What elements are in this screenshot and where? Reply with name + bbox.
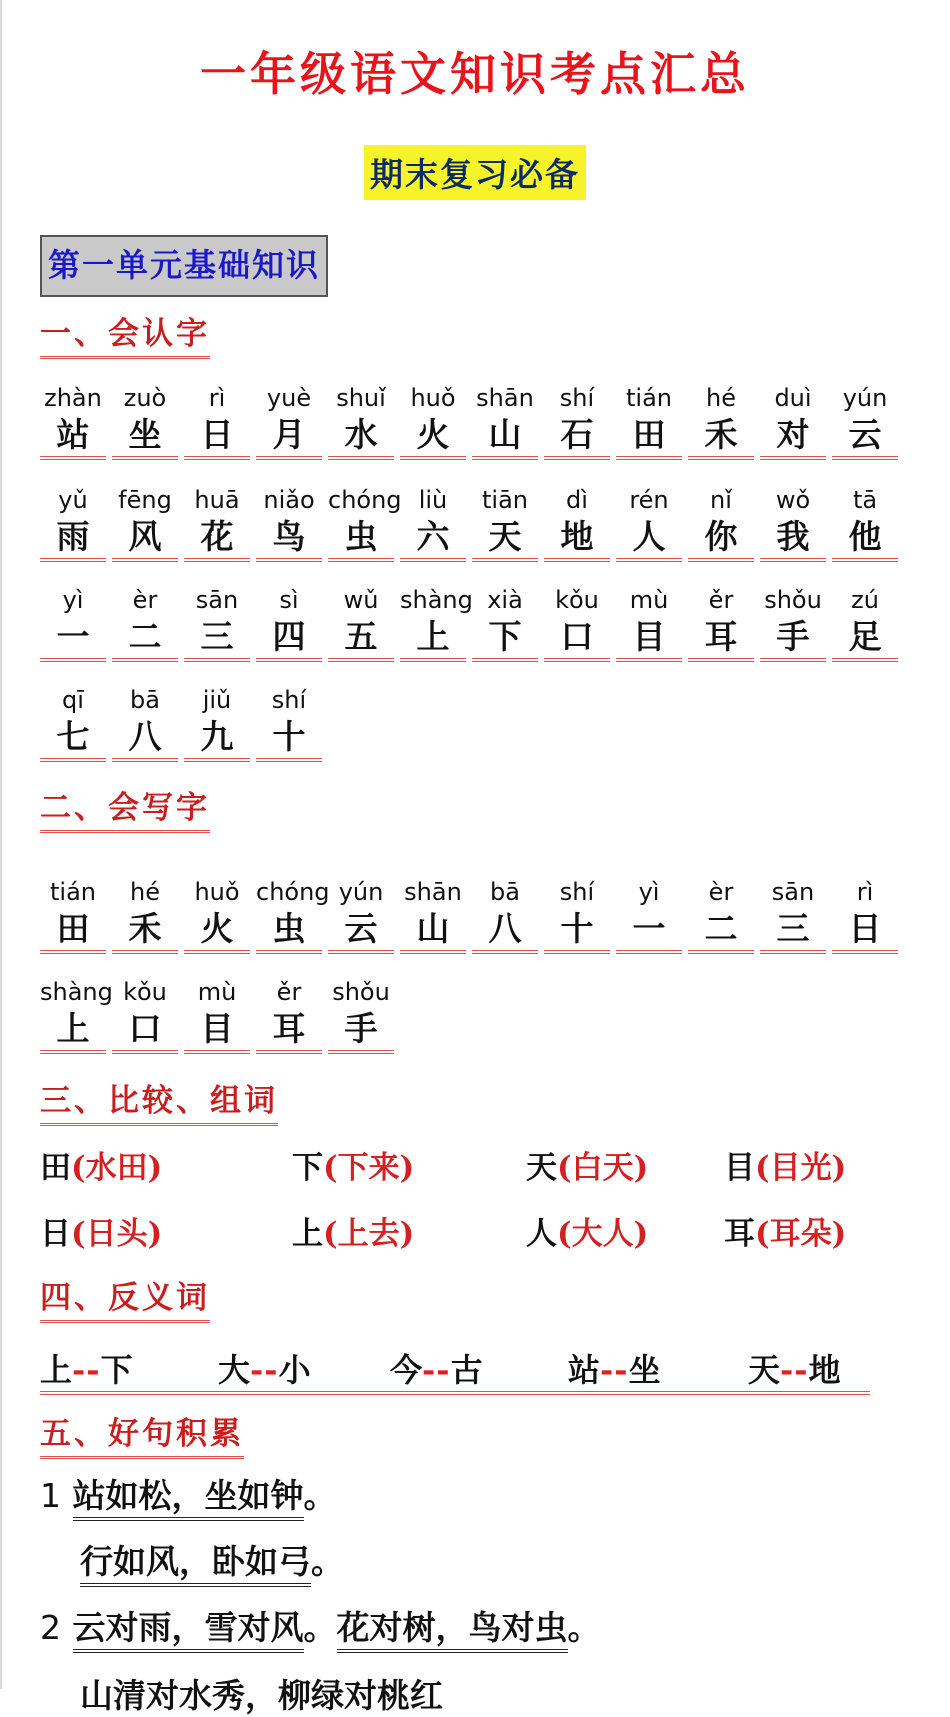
hanzi: 日 (184, 414, 250, 460)
pinyin: èr (132, 586, 158, 614)
hanzi: 你 (688, 516, 754, 562)
pinyin: sān (771, 878, 815, 906)
subtitle-wrap (0, 145, 950, 200)
char-cell (832, 382, 898, 460)
hanzi: 火 (184, 908, 250, 954)
char-cell (112, 382, 178, 460)
hanzi: 云 (328, 908, 394, 954)
hanzi: 地 (544, 516, 610, 562)
sentence-1a (40, 1470, 337, 1517)
pinyin: zú (851, 586, 879, 614)
char-cell (688, 876, 754, 954)
page-edge (0, 0, 2, 1689)
char-cell (544, 382, 610, 460)
char-cell (184, 382, 250, 460)
pinyin: huǒ (410, 384, 456, 412)
antonym-word: 小 (278, 1351, 311, 1389)
pinyin: zuò (123, 384, 167, 412)
hanzi: 一 (40, 616, 106, 662)
sentence-period: 。 (303, 1476, 337, 1515)
antonym-word: 大 (218, 1351, 251, 1389)
antonym-word: 天 (748, 1351, 781, 1389)
antonym-word: 古 (450, 1351, 483, 1389)
pinyin: hé (130, 878, 160, 906)
char-cell (472, 382, 538, 460)
sentence-number: 1 (40, 1476, 61, 1515)
pinyin: yún (338, 878, 384, 906)
sentence-text: 云对雨，雪对风 (73, 1608, 304, 1653)
section-heading-write: 二、会写字 (40, 782, 210, 833)
sentence-period: 。 (303, 1608, 337, 1647)
hanzi: 目 (616, 616, 682, 662)
char-row (40, 876, 920, 966)
section-heading-recognize: 一、会认字 (40, 308, 210, 359)
compare-item (724, 1208, 846, 1253)
pinyin: shuǐ (336, 384, 386, 412)
pinyin: tián (50, 878, 96, 906)
compare-word: (水田) (71, 1150, 163, 1186)
char-cell (256, 484, 322, 562)
section-heading-antonyms: 四、反义词 (40, 1272, 210, 1323)
hanzi: 七 (40, 716, 106, 762)
pinyin: shí (559, 878, 595, 906)
sentence-3-partial (80, 1670, 443, 1717)
char-cell (688, 584, 754, 662)
compare-char: 人 (526, 1216, 557, 1252)
pinyin: èr (708, 878, 734, 906)
section-heading-sentences: 五、好句积累 (40, 1408, 244, 1459)
pinyin: rì (208, 384, 226, 412)
compare-item (292, 1208, 414, 1253)
pinyin: shàng (40, 978, 113, 1006)
pinyin: hé (706, 384, 736, 412)
compare-word: (下来) (323, 1150, 415, 1186)
compare-char: 田 (40, 1150, 71, 1186)
pinyin: zhàn (44, 384, 102, 412)
char-cell (40, 684, 106, 762)
hanzi: 十 (256, 716, 322, 762)
char-cell (400, 382, 466, 460)
char-cell (328, 484, 402, 562)
pinyin: tián (626, 384, 672, 412)
char-cell (328, 976, 394, 1054)
char-cell (688, 484, 754, 562)
hanzi: 山 (472, 414, 538, 460)
char-row (40, 584, 920, 674)
hanzi: 二 (688, 908, 754, 954)
char-cell (40, 876, 106, 954)
hanzi: 天 (472, 516, 538, 562)
hanzi: 二 (112, 616, 178, 662)
pinyin: dì (566, 486, 588, 514)
pinyin: huā (194, 486, 240, 514)
char-cell (328, 382, 394, 460)
char-cell (184, 484, 250, 562)
hanzi: 我 (760, 516, 826, 562)
sentence-1b (80, 1536, 344, 1583)
compare-word: (上去) (323, 1216, 415, 1252)
section-heading-compare: 三、比较、组词 (40, 1075, 278, 1126)
hanzi: 日 (832, 908, 898, 954)
pinyin: nǐ (710, 486, 732, 514)
hanzi: 禾 (112, 908, 178, 954)
pinyin: sì (279, 586, 299, 614)
compare-word: (日头) (71, 1216, 163, 1252)
pinyin: huǒ (194, 878, 240, 906)
char-cell (544, 484, 610, 562)
hanzi: 九 (184, 716, 250, 762)
antonym-pair (218, 1345, 311, 1391)
char-cell (760, 484, 826, 562)
unit-title-box: 第一单元基础知识 (40, 235, 328, 297)
char-cell (40, 976, 113, 1054)
pinyin: shǒu (764, 586, 822, 614)
hanzi: 口 (112, 1008, 178, 1054)
compare-word: (白天) (557, 1150, 649, 1186)
compare-char: 下 (292, 1150, 323, 1186)
pinyin: qī (62, 686, 84, 714)
sentence-text: 山清对水秀，柳绿对桃红 (80, 1676, 443, 1715)
compare-char: 目 (724, 1150, 755, 1186)
char-cell (40, 584, 106, 662)
sentence-text: 站如松，坐如钟 (73, 1476, 304, 1521)
antonym-pair (390, 1345, 483, 1391)
hanzi: 足 (832, 616, 898, 662)
char-cell (760, 584, 826, 662)
char-cell (328, 876, 394, 954)
pinyin: yǔ (58, 486, 88, 514)
compare-item (40, 1208, 162, 1253)
compare-word: (耳朵) (755, 1216, 847, 1252)
pinyin: duì (774, 384, 812, 412)
hanzi: 三 (760, 908, 826, 954)
antonym-word: 地 (808, 1351, 841, 1389)
hanzi: 云 (832, 414, 898, 460)
hanzi: 水 (328, 414, 394, 460)
pinyin: shí (559, 384, 595, 412)
char-row (40, 976, 920, 1066)
char-cell (688, 382, 754, 460)
char-cell (472, 876, 538, 954)
hanzi: 月 (256, 414, 322, 460)
pinyin: ěr (276, 978, 302, 1006)
char-row (40, 484, 920, 574)
hanzi: 虫 (328, 516, 394, 562)
char-row (40, 382, 920, 472)
antonym-dash: -- (600, 1351, 629, 1389)
antonym-word: 下 (100, 1351, 133, 1389)
char-row (40, 684, 920, 774)
antonym-word: 上 (40, 1351, 73, 1389)
char-cell (40, 484, 106, 562)
pinyin: sān (195, 586, 239, 614)
char-cell (184, 876, 250, 954)
hanzi: 鸟 (256, 516, 322, 562)
antonym-row (40, 1345, 870, 1395)
compare-item (292, 1142, 414, 1187)
compare-item (40, 1142, 162, 1187)
compare-char: 日 (40, 1216, 71, 1252)
hanzi: 上 (40, 1008, 106, 1054)
hanzi: 人 (616, 516, 682, 562)
char-cell (616, 382, 682, 460)
char-cell (832, 484, 898, 562)
char-cell (256, 584, 322, 662)
compare-char: 天 (526, 1150, 557, 1186)
antonym-dash: -- (422, 1351, 451, 1389)
pinyin: tā (852, 486, 878, 514)
pinyin: fēng (118, 486, 172, 514)
char-cell (256, 976, 322, 1054)
pinyin: shàng (400, 586, 473, 614)
hanzi: 火 (400, 414, 466, 460)
antonym-pair (40, 1345, 133, 1391)
hanzi: 禾 (688, 414, 754, 460)
char-cell (400, 876, 466, 954)
char-cell (256, 876, 330, 954)
char-cell (832, 876, 898, 954)
pinyin: bā (490, 878, 520, 906)
hanzi: 十 (544, 908, 610, 954)
hanzi: 目 (184, 1008, 250, 1054)
sentence-period: 。 (567, 1608, 601, 1647)
pinyin: xià (487, 586, 523, 614)
pinyin: shí (271, 686, 307, 714)
hanzi: 耳 (688, 616, 754, 662)
char-cell (184, 684, 250, 762)
antonym-dash: -- (250, 1351, 279, 1389)
hanzi: 一 (616, 908, 682, 954)
pinyin: chóng (256, 878, 330, 906)
sentence-number: 2 (40, 1608, 61, 1647)
char-cell (256, 684, 322, 762)
char-cell (544, 584, 610, 662)
hanzi: 三 (184, 616, 250, 662)
hanzi: 耳 (256, 1008, 322, 1054)
char-cell (544, 876, 610, 954)
hanzi: 花 (184, 516, 250, 562)
hanzi: 他 (832, 516, 898, 562)
hanzi: 六 (400, 516, 466, 562)
char-cell (832, 584, 898, 662)
char-cell (112, 976, 178, 1054)
char-cell (112, 484, 178, 562)
char-cell (616, 876, 682, 954)
pinyin: tiān (482, 486, 528, 514)
char-cell (112, 876, 178, 954)
compare-char: 上 (292, 1216, 323, 1252)
char-cell (328, 584, 394, 662)
pinyin: wǔ (343, 586, 379, 614)
pinyin: shān (404, 878, 462, 906)
hanzi: 田 (40, 908, 106, 954)
pinyin: chóng (328, 486, 402, 514)
char-cell (400, 584, 473, 662)
pinyin: yì (62, 586, 84, 614)
sentence-period: 。 (311, 1542, 344, 1581)
char-cell (760, 382, 826, 460)
hanzi: 雨 (40, 516, 106, 562)
subtitle-highlight: 期末复习必备 (364, 145, 586, 200)
hanzi: 五 (328, 616, 394, 662)
pinyin: kǒu (555, 586, 599, 614)
hanzi: 八 (112, 716, 178, 762)
hanzi: 对 (760, 414, 826, 460)
pinyin: shān (476, 384, 534, 412)
char-cell (616, 484, 682, 562)
hanzi: 口 (544, 616, 610, 662)
char-cell (112, 684, 178, 762)
pinyin: kǒu (123, 978, 167, 1006)
char-cell (184, 976, 250, 1054)
page-title: 一年级语文知识考点汇总 (200, 47, 750, 101)
char-cell (760, 876, 826, 954)
hanzi: 四 (256, 616, 322, 662)
pinyin: yuè (266, 384, 312, 412)
char-cell (112, 584, 178, 662)
pinyin: liù (418, 486, 448, 514)
hanzi: 下 (472, 616, 538, 662)
char-cell (184, 584, 250, 662)
compare-item (724, 1142, 846, 1187)
antonym-word: 今 (390, 1351, 423, 1389)
compare-item (526, 1208, 648, 1253)
char-cell (472, 484, 538, 562)
char-cell (616, 584, 682, 662)
hanzi: 山 (400, 908, 466, 954)
sentence-text: 花对树，鸟对虫 (337, 1608, 568, 1653)
sentence-text: 行如风，卧如弓 (80, 1542, 311, 1587)
pinyin: bā (130, 686, 160, 714)
antonym-pair (568, 1345, 661, 1391)
compare-item (526, 1142, 648, 1187)
pinyin: yún (842, 384, 888, 412)
pinyin: shǒu (332, 978, 390, 1006)
hanzi: 手 (328, 1008, 394, 1054)
pinyin: rén (629, 486, 669, 514)
hanzi: 田 (616, 414, 682, 460)
pinyin: wǒ (775, 486, 811, 514)
char-cell (400, 484, 466, 562)
compare-word: (目光) (755, 1150, 847, 1186)
antonym-dash: -- (72, 1351, 101, 1389)
compare-word: (大人) (557, 1216, 649, 1252)
pinyin: ěr (708, 586, 734, 614)
sentence-2 (40, 1602, 601, 1649)
antonym-word: 站 (568, 1351, 601, 1389)
hanzi: 风 (112, 516, 178, 562)
pinyin: jiǔ (202, 686, 232, 714)
pinyin: mù (629, 586, 669, 614)
char-cell (256, 382, 322, 460)
char-cell (472, 584, 538, 662)
hanzi: 坐 (112, 414, 178, 460)
pinyin: yì (638, 878, 660, 906)
pinyin: niǎo (263, 486, 315, 514)
hanzi: 石 (544, 414, 610, 460)
hanzi: 八 (472, 908, 538, 954)
hanzi: 上 (400, 616, 466, 662)
antonym-word: 坐 (628, 1351, 661, 1389)
pinyin: rì (856, 878, 874, 906)
hanzi: 虫 (256, 908, 322, 954)
antonym-pair (748, 1345, 841, 1391)
hanzi: 站 (40, 414, 106, 460)
compare-char: 耳 (724, 1216, 755, 1252)
char-cell (40, 382, 106, 460)
hanzi: 手 (760, 616, 826, 662)
pinyin: mù (197, 978, 237, 1006)
antonym-dash: -- (780, 1351, 809, 1389)
